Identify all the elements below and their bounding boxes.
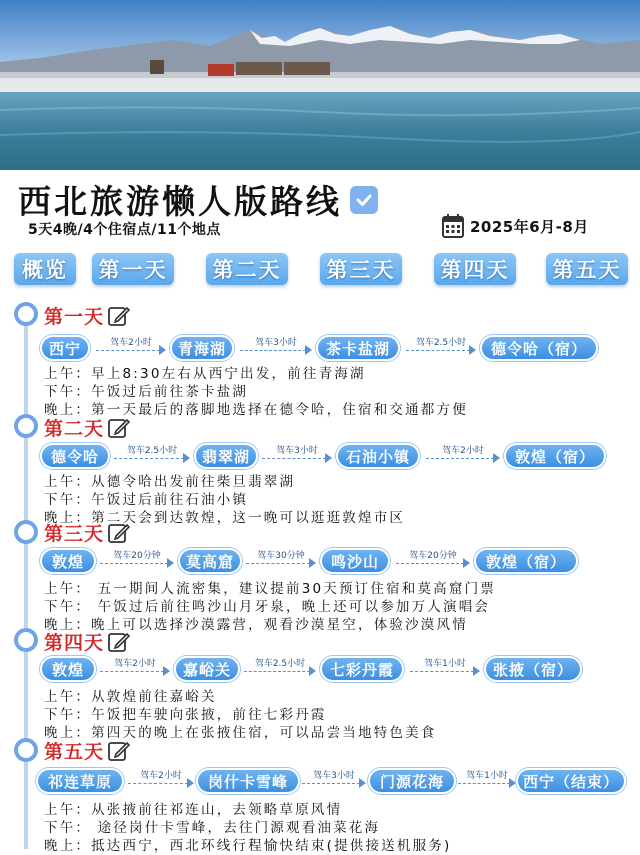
- day-3-route: [0, 548, 640, 574]
- stop-pill: 敦煌: [40, 656, 96, 682]
- drive-leg: 驾车30分钟: [246, 548, 316, 574]
- arrow-right-icon: [493, 453, 500, 463]
- stop-pill: 岗什卡雪峰: [196, 768, 300, 794]
- evening-line: 晚上：第二天会到达敦煌，这一晚可以逛逛敦煌市区: [44, 510, 406, 526]
- drive-leg: 驾车20分钟: [396, 548, 470, 574]
- timeline-dot: [14, 520, 38, 544]
- day-title: 第二天: [44, 418, 105, 440]
- evening-line: 晚上：抵达西宁，西北环线行程愉快结束(提供接送机服务): [44, 838, 452, 854]
- evening-line: 晚上：第一天最后的落脚地选择在德令哈，住宿和交通都方便: [44, 402, 468, 418]
- timeline-dot: [14, 414, 38, 438]
- day-2-route: [0, 443, 640, 469]
- tab-day-3[interactable]: 第三天: [320, 253, 402, 285]
- check-icon: [350, 186, 378, 214]
- date-range: [442, 214, 589, 238]
- stop-pill: 敦煌（宿）: [474, 548, 578, 574]
- trip-summary: 5天4晚/4个住宿点/11个地点: [28, 222, 221, 238]
- stop-pill: 青海湖: [170, 335, 234, 361]
- day-5-route: [0, 768, 640, 794]
- arrow-right-icon: [183, 453, 190, 463]
- drive-leg: 驾车2小时: [100, 656, 170, 682]
- stop-pill: 德令哈（宿）: [480, 335, 598, 361]
- day-1-heading: [44, 302, 130, 329]
- day-4-heading: [44, 628, 130, 655]
- drive-leg: 驾车2.5小时: [244, 656, 316, 682]
- arrow-right-icon: [187, 778, 194, 788]
- arrow-right-icon: [463, 558, 470, 568]
- edit-icon: [108, 305, 130, 327]
- day-tabs: [14, 253, 628, 287]
- afternoon-line: 下午： 午饭过后前往鸣沙山月牙泉，晚上还可以参加万人演唱会: [44, 599, 491, 615]
- tab-day-4[interactable]: 第四天: [434, 253, 516, 285]
- tab-day-2[interactable]: 第二天: [206, 253, 288, 285]
- drive-leg: 驾车2小时: [426, 443, 500, 469]
- tab-day-1[interactable]: 第一天: [92, 253, 174, 285]
- stop-pill: 莫高窟: [178, 548, 242, 574]
- arrow-right-icon: [469, 345, 476, 355]
- lake-landscape-image: [0, 0, 640, 170]
- arrow-right-icon: [309, 558, 316, 568]
- date-text: 2025年6月-8月: [470, 217, 589, 236]
- evening-line: 晚上：晚上可以选择沙漠露营，观看沙漠星空，体验沙漠风情: [44, 617, 468, 633]
- drive-leg: 驾车2小时: [128, 768, 194, 794]
- drive-leg: 驾车2.5小时: [114, 443, 190, 469]
- day-3-heading: [44, 519, 130, 546]
- timeline-dot: [14, 628, 38, 652]
- edit-icon: [108, 522, 130, 544]
- stop-pill: 西宁: [40, 335, 90, 361]
- afternoon-line: 下午：午饭把车驶向张掖，前往七彩丹霞: [44, 707, 327, 723]
- day-5-heading: [44, 737, 130, 764]
- stop-pill: 德令哈: [40, 443, 110, 469]
- arrow-right-icon: [159, 345, 166, 355]
- drive-leg: 驾车2小时: [96, 335, 166, 361]
- arrow-right-icon: [509, 778, 516, 788]
- stop-pill: 翡翠湖: [194, 443, 258, 469]
- drive-leg: 驾车2.5小时: [406, 335, 476, 361]
- stop-pill: 石油小镇: [336, 443, 420, 469]
- edit-icon: [108, 631, 130, 653]
- stop-pill: 张掖（宿）: [484, 656, 582, 682]
- morning-line: 上午：从敦煌前往嘉峪关: [44, 689, 217, 705]
- hero-photo: [0, 0, 640, 170]
- morning-line: 上午： 五一期间人流密集，建议提前30天预订住宿和莫高窟门票: [44, 581, 496, 597]
- stop-pill: 茶卡盐湖: [316, 335, 400, 361]
- drive-leg: 驾车20分钟: [100, 548, 174, 574]
- arrow-right-icon: [305, 345, 312, 355]
- day-title: 第三天: [44, 523, 105, 545]
- stop-pill: 嘉峪关: [174, 656, 240, 682]
- day-title: 第一天: [44, 306, 105, 328]
- edit-icon: [108, 740, 130, 762]
- evening-line: 晚上：第四天的晚上在张掖住宿，可以品尝当地特色美食: [44, 725, 437, 741]
- afternoon-line: 下午：午饭过后前往石油小镇: [44, 492, 249, 508]
- page-title: 西北旅游懒人版路线: [18, 182, 342, 221]
- edit-icon: [108, 417, 130, 439]
- morning-line: 上午：从张掖前往祁连山，去领略草原风情: [44, 802, 343, 818]
- day-4-route: [0, 656, 640, 682]
- morning-line: 上午：早上8:30左右从西宁出发，前往青海湖: [44, 366, 366, 382]
- day-title: 第五天: [44, 741, 105, 763]
- drive-leg: 驾车1小时: [458, 768, 516, 794]
- timeline-dot: [14, 738, 38, 762]
- drive-leg: 驾车3小时: [302, 768, 366, 794]
- stop-pill: 鸣沙山: [320, 548, 390, 574]
- arrow-right-icon: [163, 666, 170, 676]
- drive-leg: 驾车3小时: [262, 443, 332, 469]
- morning-line: 上午：从德令哈出发前往柴旦翡翠湖: [44, 474, 296, 490]
- drive-leg: 驾车3小时: [240, 335, 312, 361]
- header: [18, 176, 378, 223]
- stop-pill: 敦煌（宿）: [504, 443, 606, 469]
- arrow-right-icon: [167, 558, 174, 568]
- tab-overview[interactable]: 概览: [14, 253, 76, 285]
- day-1-route: [0, 335, 640, 361]
- stop-pill: 祁连草原: [36, 768, 124, 794]
- stop-pill: 门源花海: [368, 768, 456, 794]
- calendar-icon: [442, 214, 464, 238]
- afternoon-line: 下午：午饭过后前往茶卡盐湖: [44, 384, 249, 400]
- tab-day-5[interactable]: 第五天: [546, 253, 628, 285]
- arrow-right-icon: [359, 778, 366, 788]
- stop-pill: 敦煌: [40, 548, 96, 574]
- day-2-heading: [44, 414, 130, 441]
- drive-leg: 驾车1小时: [410, 656, 480, 682]
- arrow-right-icon: [473, 666, 480, 676]
- arrow-right-icon: [325, 453, 332, 463]
- arrow-right-icon: [309, 666, 316, 676]
- stop-pill: 七彩丹霞: [320, 656, 404, 682]
- stop-pill: 西宁（结束）: [516, 768, 626, 794]
- timeline-dot: [14, 302, 38, 326]
- day-title: 第四天: [44, 632, 105, 654]
- afternoon-line: 下午： 途径岗什卡雪峰，去往门源观看油菜花海: [44, 820, 381, 836]
